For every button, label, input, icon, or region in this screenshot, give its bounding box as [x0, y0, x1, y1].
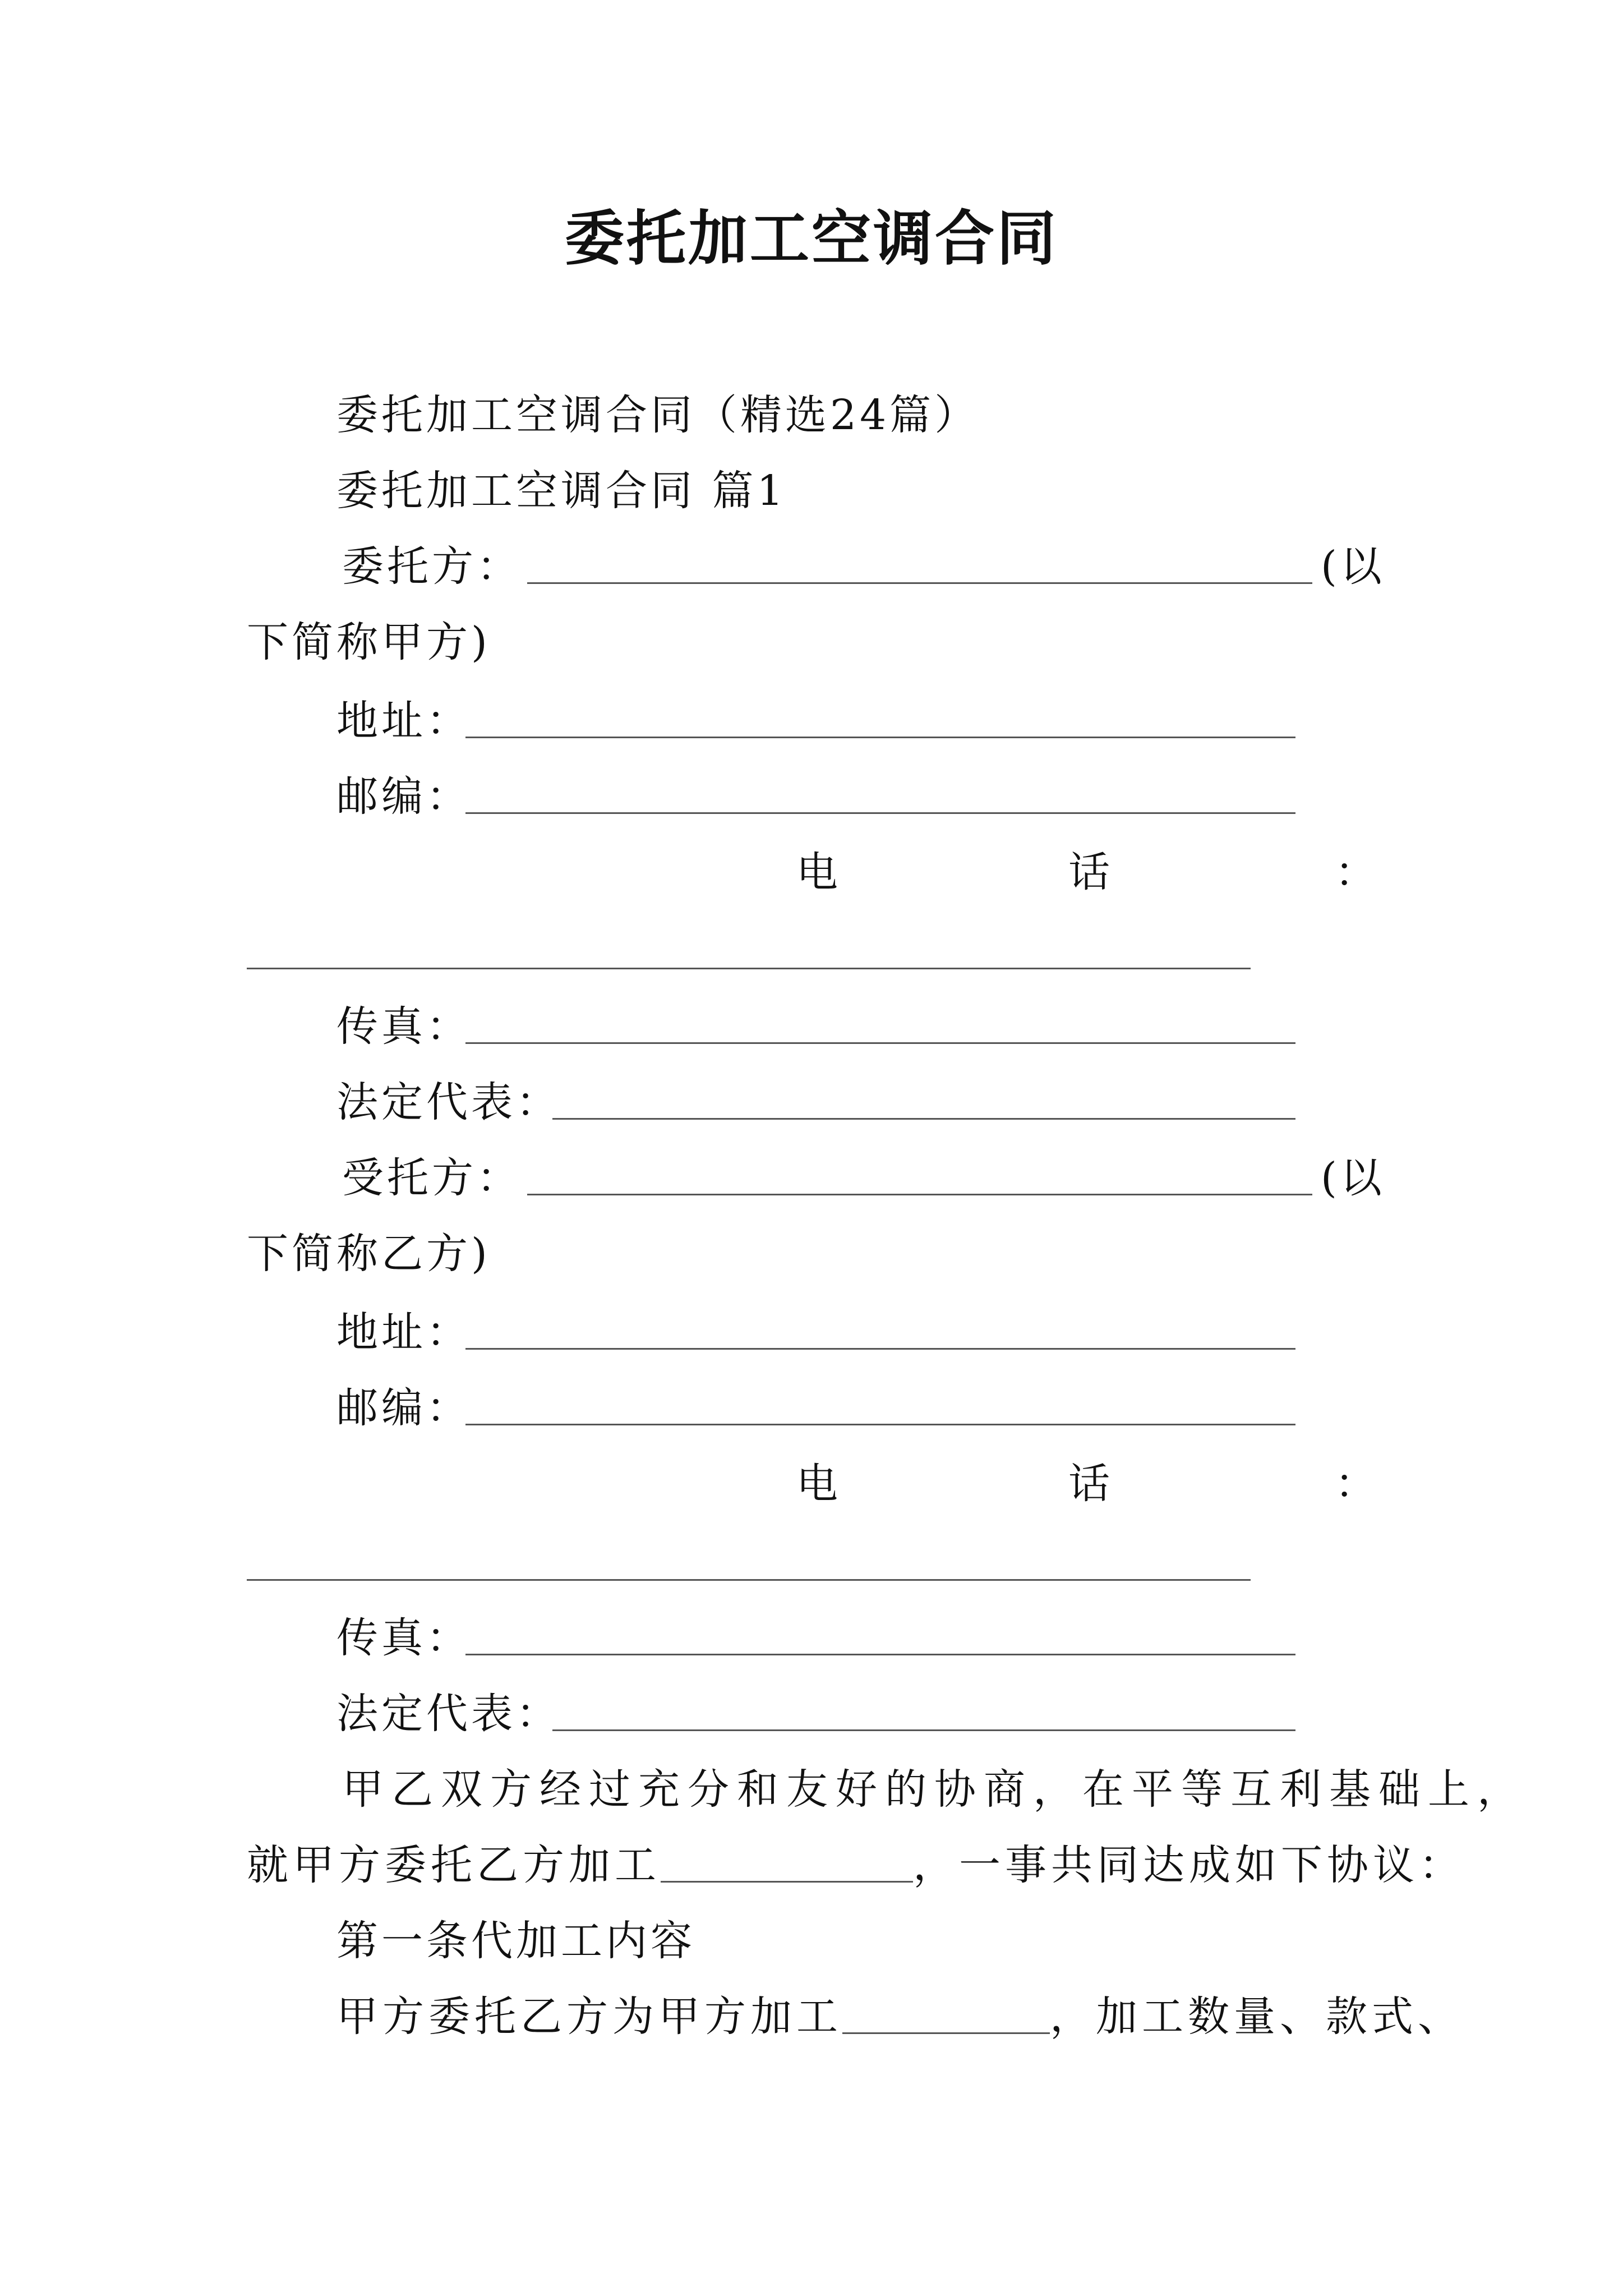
party-a-postcode-label: 邮编：	[336, 772, 471, 821]
party-b-fax-blank[interactable]	[465, 1654, 1295, 1655]
article1-text-a: 甲方委托乙方为甲方加工	[336, 1993, 842, 2041]
party-b-postcode-blank[interactable]	[465, 1424, 1295, 1425]
party-b-rep-label: 法定代表：	[336, 1690, 561, 1738]
party-a-phone-char-2: 话	[1068, 848, 1110, 896]
party-a-postcode-blank[interactable]	[465, 812, 1295, 814]
party-a-client-label: 委托方：	[342, 542, 522, 591]
intro-paragraph-line-2	[247, 1837, 1465, 1893]
document-subtitle: 委托加工空调合同（精选24篇）	[336, 391, 980, 439]
party-b-fax-label: 传真：	[336, 1614, 471, 1662]
party-b-address-label: 地址：	[336, 1308, 471, 1356]
party-b-postcode-label: 邮编：	[336, 1384, 471, 1432]
party-a-phone-blank[interactable]	[247, 968, 1251, 969]
party-a-client-suffix: (以	[1321, 542, 1385, 591]
intro-line2-text-b: ，一事共同达成如下协议：	[913, 1841, 1465, 1889]
party-a-phone-colon: ：	[1335, 848, 1376, 896]
party-b-client-note: 下简称乙方)	[247, 1230, 491, 1278]
article-1-heading: 第一条代加工内容	[336, 1917, 695, 1965]
party-b-client-label: 受托方：	[342, 1154, 522, 1202]
section-heading: 委托加工空调合同 篇1	[336, 467, 787, 515]
party-a-fax-label: 传真：	[336, 1002, 471, 1051]
party-b-client-suffix: (以	[1321, 1154, 1385, 1202]
party-b-client-blank[interactable]	[527, 1194, 1312, 1195]
intro-line2-text-a: 就甲方委托乙方加工	[247, 1841, 661, 1889]
party-b-phone-blank[interactable]	[247, 1579, 1251, 1581]
intro-product-blank[interactable]	[661, 1842, 913, 1883]
party-a-client-note: 下简称甲方)	[247, 618, 491, 666]
party-b-address-blank[interactable]	[465, 1348, 1295, 1350]
party-a-fax-blank[interactable]	[465, 1042, 1295, 1044]
party-b-phone-char-2: 话	[1068, 1460, 1110, 1508]
article1-product-blank[interactable]	[842, 1993, 1050, 2034]
party-b-rep-blank[interactable]	[552, 1729, 1295, 1731]
document-title: 委托加工空调合同	[565, 203, 1058, 273]
party-a-address-label: 地址：	[336, 697, 471, 745]
party-a-address-blank[interactable]	[465, 737, 1295, 738]
article-1-line	[336, 1989, 1464, 2045]
article1-text-b: ，加工数量、款式、	[1050, 1993, 1464, 2041]
party-b-phone-char-1: 电	[796, 1460, 838, 1508]
intro-paragraph-line-1: 甲乙双方经过充分和友好的协商，在平等互利基础上，	[342, 1765, 1527, 1814]
party-a-rep-label: 法定代表：	[336, 1078, 561, 1126]
party-a-phone-char-1: 电	[796, 848, 838, 896]
party-a-client-blank[interactable]	[527, 582, 1312, 584]
party-b-phone-colon: ：	[1335, 1460, 1376, 1508]
party-a-rep-blank[interactable]	[552, 1118, 1295, 1120]
